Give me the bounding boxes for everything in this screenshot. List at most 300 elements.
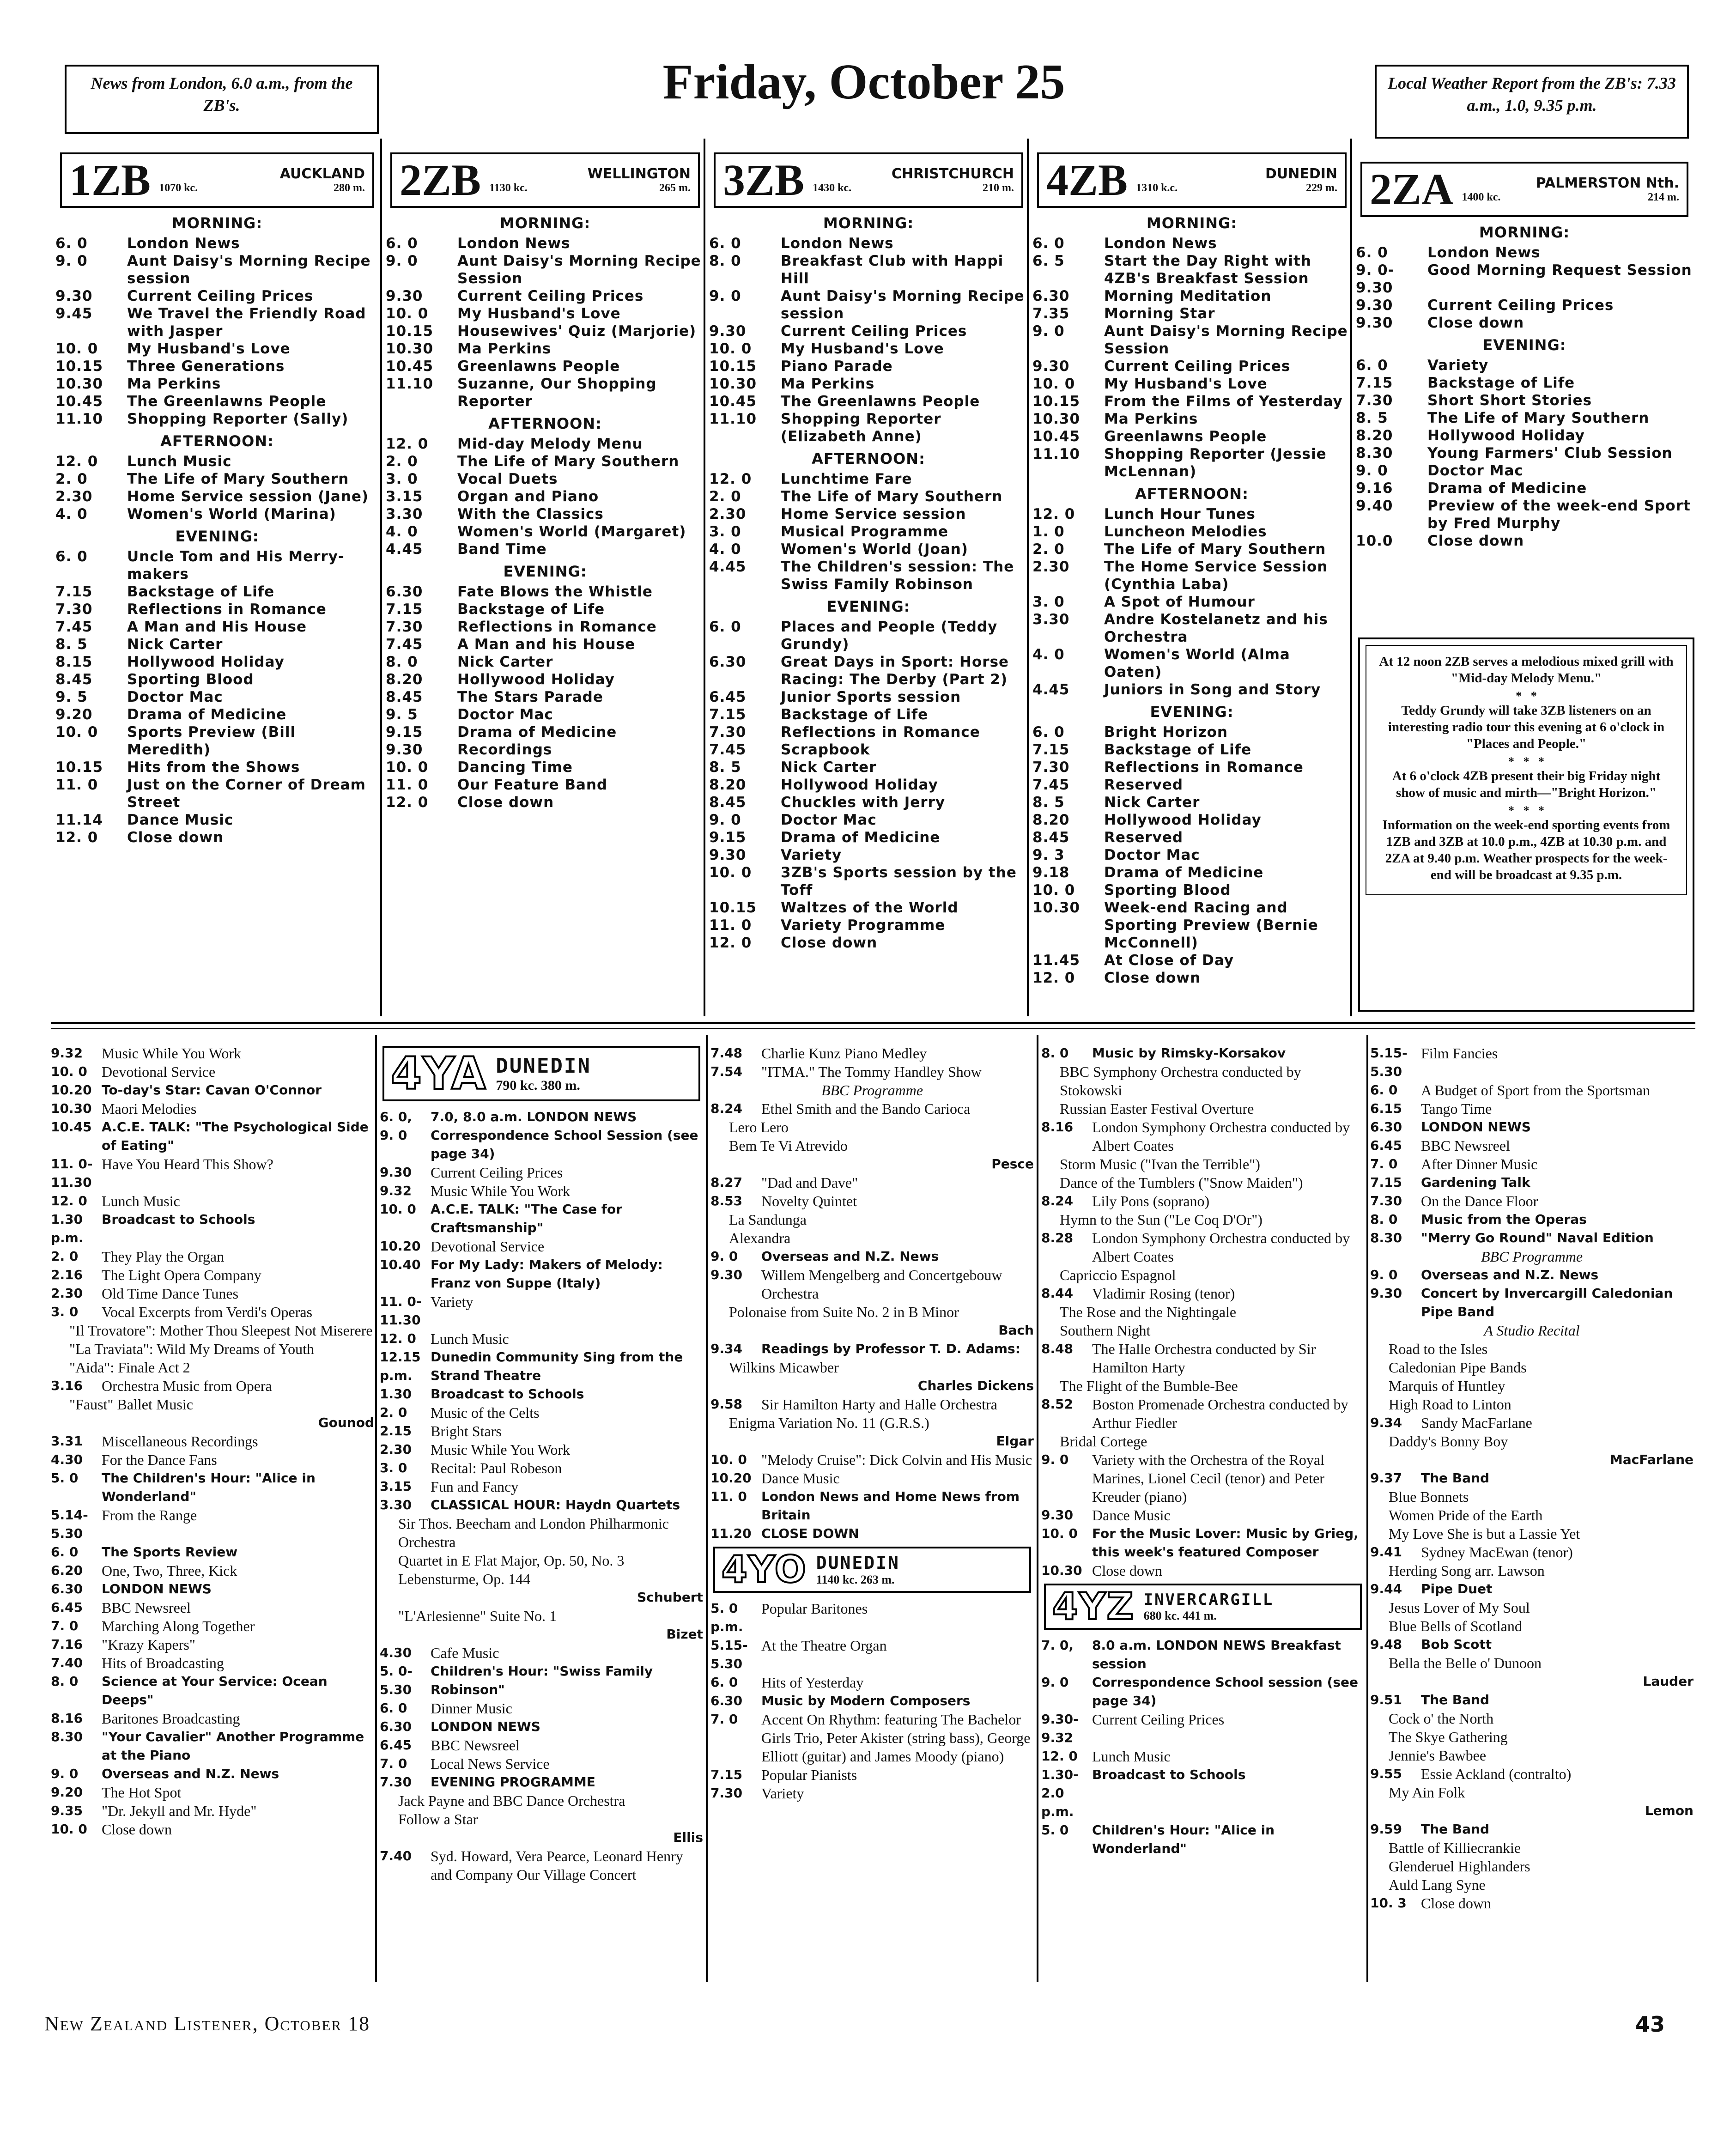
programme-time: 7.15 bbox=[386, 601, 423, 618]
programme-row bbox=[1041, 1395, 1365, 1432]
programme-title: The Life of Mary Southern bbox=[127, 471, 349, 487]
programme-row bbox=[1041, 1284, 1365, 1303]
station-box-4ya bbox=[382, 1046, 700, 1101]
programme-time: 6. 0 bbox=[1032, 724, 1065, 741]
programme-time: 8. 5 bbox=[1356, 410, 1388, 426]
programme-title: The Sports Review bbox=[102, 1544, 238, 1560]
programme-time: 3.16 bbox=[51, 1378, 83, 1393]
section-heading: MORNING: bbox=[499, 214, 591, 232]
programme-time: 1. 0 bbox=[1032, 523, 1065, 540]
programme-time: 10.45 bbox=[51, 1119, 92, 1135]
programme-row bbox=[55, 548, 379, 583]
programme-time: 10.15 bbox=[1032, 393, 1080, 410]
programme-detail: The Flight of the Bumble-Bee bbox=[1060, 1378, 1238, 1394]
programme-row bbox=[710, 1673, 1034, 1692]
programme-time: 7.15 bbox=[1032, 741, 1070, 758]
programme-row bbox=[709, 723, 1028, 741]
programme-row bbox=[1032, 505, 1351, 523]
programme-detail: Polonaise from Suite No. 2 in B Minor bbox=[729, 1304, 959, 1320]
programme-row bbox=[380, 1440, 703, 1459]
programme-row bbox=[380, 1403, 703, 1422]
programme-row bbox=[51, 1432, 374, 1451]
programme-title: The Band bbox=[1421, 1692, 1489, 1707]
programme-title: Overseas and N.Z. News bbox=[761, 1249, 939, 1264]
programme-row bbox=[710, 1173, 1034, 1192]
programme-time: 4.45 bbox=[386, 541, 423, 558]
programme-row bbox=[1032, 881, 1351, 899]
station-call-sign: 4ZB bbox=[1046, 155, 1128, 205]
programme-time: 10. 0 bbox=[386, 759, 429, 776]
programme-time: 12.15 p.m. bbox=[380, 1349, 421, 1383]
programme-title: The Band bbox=[1421, 1470, 1489, 1486]
programme-time: 9. 0 bbox=[55, 253, 88, 269]
programme-title: Aunt Daisy's Morning Recipe Session bbox=[457, 253, 701, 287]
programme-detail: Bridal Cortege bbox=[1060, 1433, 1147, 1450]
station-call-sign: 1ZB bbox=[69, 155, 151, 205]
programme-row bbox=[386, 706, 704, 723]
programme-row bbox=[1032, 593, 1351, 611]
programme-row bbox=[1370, 1099, 1694, 1118]
programme-title: My Husband's Love bbox=[127, 340, 291, 357]
programme-title: Short Short Stories bbox=[1427, 392, 1592, 409]
composer-credit: Pesce bbox=[991, 1156, 1034, 1172]
programme-time: 9.30 bbox=[1032, 358, 1070, 375]
programme-time: 6.30 bbox=[710, 1693, 743, 1708]
programme-time: 9.30 bbox=[386, 288, 423, 304]
programme-time: 7. 0 bbox=[51, 1618, 79, 1633]
programme-time: 5. 0 bbox=[51, 1470, 79, 1486]
station-box bbox=[60, 152, 374, 208]
programme-detail: Hymn to the Sun ("Le Coq D'Or") bbox=[1060, 1211, 1263, 1228]
programme-row bbox=[710, 1266, 1034, 1303]
programme-detail: Cock o' the North bbox=[1389, 1710, 1494, 1727]
programme-title: Popular Pianists bbox=[761, 1767, 857, 1783]
programme-title: CLOSE DOWN bbox=[761, 1526, 859, 1541]
programme-note: BBC Programme bbox=[1481, 1248, 1583, 1265]
programme-row bbox=[51, 1598, 374, 1617]
programme-row bbox=[380, 1126, 703, 1163]
programme-title: Correspondence School Session (see page 34) bbox=[431, 1128, 698, 1161]
programme-time: 2. 0 bbox=[55, 471, 88, 487]
programme-row bbox=[1356, 480, 1693, 497]
programme-title: Variety Programme bbox=[781, 917, 946, 934]
programme-title: Housewives' Quiz (Marjorie) bbox=[457, 323, 697, 340]
programme-time: 10.30 bbox=[1032, 411, 1080, 427]
programme-title: CLASSICAL HOUR: Haydn Quartets bbox=[431, 1497, 680, 1512]
programme-title: Music by Rimsky-Korsakov bbox=[1092, 1045, 1286, 1061]
programme-title: LONDON NEWS bbox=[431, 1719, 540, 1734]
programme-title: BBC Newsreel bbox=[1421, 1137, 1510, 1154]
programme-title: 7.0, 8.0 a.m. LONDON NEWS bbox=[431, 1109, 637, 1124]
highlight-item: Teddy Grundy will take 3ZB listeners on an interesting radio tour this evening at 6 o'clock in "Places and People." bbox=[1388, 703, 1665, 751]
programme-title: Ma Perkins bbox=[1104, 411, 1198, 427]
programme-title: Aunt Daisy's Morning Recipe Session bbox=[1104, 323, 1348, 357]
programme-row bbox=[1370, 1229, 1694, 1247]
programme-row bbox=[1370, 1136, 1694, 1155]
programme-time: 9.30 bbox=[709, 847, 747, 863]
section-heading: MORNING: bbox=[171, 214, 263, 232]
programme-row bbox=[386, 688, 704, 706]
station-column-3zb bbox=[709, 152, 1028, 952]
programme-title: 8.0 a.m. LONDON NEWS Breakfast session bbox=[1092, 1638, 1341, 1671]
programme-row bbox=[55, 601, 379, 618]
programme-row bbox=[55, 776, 379, 811]
programme-row bbox=[1370, 1469, 1694, 1487]
programme-row bbox=[709, 706, 1028, 723]
station-city: CHRISTCHURCH bbox=[891, 166, 1014, 182]
station-frequency: 1070 kc. bbox=[159, 182, 198, 194]
programme-row bbox=[55, 470, 379, 488]
programme-row bbox=[51, 1044, 374, 1062]
programme-row bbox=[709, 934, 1028, 952]
programme-time: 2.30 bbox=[380, 1442, 412, 1457]
programme-time: 10. 0 bbox=[709, 340, 752, 357]
programme-row bbox=[386, 322, 704, 340]
programme-time: 7.15 bbox=[1370, 1175, 1402, 1190]
programme-time: 4. 0 bbox=[55, 506, 88, 522]
programme-row bbox=[386, 305, 704, 322]
programme-title: Dunedin Community Sing from the Strand Theatre bbox=[431, 1349, 683, 1383]
programme-time: 11.10 bbox=[709, 411, 757, 427]
programme-title: Miscellaneous Recordings bbox=[102, 1433, 258, 1450]
programme-title: Morning Star bbox=[1104, 305, 1215, 322]
column-rule bbox=[375, 1035, 377, 1982]
programme-row bbox=[1041, 1821, 1365, 1858]
station-city: DUNEDIN bbox=[496, 1054, 591, 1078]
programme-detail: The Skye Gathering bbox=[1389, 1729, 1508, 1745]
station-column-2za bbox=[1356, 162, 1693, 550]
programme-time: 9.37 bbox=[1370, 1470, 1402, 1486]
column-rule bbox=[1027, 139, 1029, 1016]
programme-row bbox=[1032, 899, 1351, 952]
programme-title: Women's World (Margaret) bbox=[457, 523, 686, 540]
programme-title: Current Ceiling Prices bbox=[457, 288, 644, 304]
programme-detail: Blue Bells of Scotland bbox=[1389, 1618, 1522, 1634]
programme-time: 8.20 bbox=[386, 671, 423, 688]
programme-time: 3. 0 bbox=[380, 1460, 407, 1475]
bottom-column-5 bbox=[1370, 1044, 1694, 1912]
bottom-column-4 bbox=[1041, 1044, 1365, 1858]
programme-row bbox=[1356, 392, 1693, 409]
programme-time: 11.10 bbox=[386, 376, 434, 392]
programme-row bbox=[51, 1783, 374, 1802]
programme-time: 7.40 bbox=[380, 1848, 412, 1864]
programme-time: 6.45 bbox=[380, 1737, 412, 1753]
programme-title: Current Ceiling Prices bbox=[781, 323, 967, 340]
programme-time: 9. 0 bbox=[1041, 1675, 1069, 1690]
programme-row bbox=[709, 358, 1028, 375]
programme-row bbox=[51, 1099, 374, 1118]
programme-time: 6.30 bbox=[386, 583, 423, 600]
programme-time: 10.0 bbox=[1356, 533, 1393, 549]
programme-note: BBC Programme bbox=[821, 1082, 923, 1099]
programme-title: Women's World (Joan) bbox=[781, 541, 968, 558]
programme-time: 7.45 bbox=[1032, 777, 1070, 793]
programme-title: Old Time Dance Tunes bbox=[102, 1285, 239, 1302]
programme-row bbox=[55, 453, 379, 470]
programme-row bbox=[51, 1820, 374, 1839]
programme-row bbox=[709, 393, 1028, 410]
programme-time: 9.41 bbox=[1370, 1544, 1402, 1560]
programme-time: 7.30 bbox=[1370, 1193, 1402, 1208]
programme-time: 10. 0 bbox=[1032, 882, 1075, 898]
programme-title: Broadcast to Schools bbox=[1092, 1767, 1246, 1782]
programme-time: 9.58 bbox=[710, 1396, 743, 1412]
station-column-4zb bbox=[1032, 152, 1351, 987]
programme-title: My Husband's Love bbox=[781, 340, 944, 357]
programme-title: Uncle Tom and His Merry-makers bbox=[127, 548, 345, 583]
programme-title: Accent On Rhythm: featuring The Bachelor Girls Trio, Peter Akister (string bass), George Elliott (guitar) and James Moody (piano) bbox=[761, 1711, 1031, 1765]
station-frequency: 1310 k.c. bbox=[1136, 182, 1178, 194]
programme-title: Broadcast to Schools bbox=[431, 1386, 584, 1402]
programme-detail: Dance of the Tumblers ("Snow Maiden") bbox=[1060, 1174, 1303, 1191]
programme-detail: Enigma Variation No. 11 (G.R.S.) bbox=[729, 1415, 929, 1431]
programme-row bbox=[1041, 1118, 1365, 1155]
programme-time: 6. 0 bbox=[1370, 1082, 1398, 1098]
station-column-2zb bbox=[386, 152, 704, 811]
programme-title: Tango Time bbox=[1421, 1100, 1492, 1117]
programme-row bbox=[51, 1284, 374, 1303]
programme-row bbox=[709, 252, 1028, 287]
programme-time: 7.30 bbox=[386, 619, 423, 635]
programme-row bbox=[55, 340, 379, 358]
programme-title: From the Range bbox=[102, 1507, 197, 1524]
programme-row bbox=[1370, 1894, 1694, 1912]
programme-row bbox=[380, 1773, 703, 1791]
programme-title: Vocal Excerpts from Verdi's Operas bbox=[102, 1304, 313, 1320]
programme-row bbox=[380, 1330, 703, 1348]
programme-detail: Women Pride of the Earth bbox=[1389, 1507, 1543, 1524]
programme-detail: Russian Easter Festival Overture bbox=[1060, 1100, 1254, 1117]
programme-time: 8.27 bbox=[710, 1175, 743, 1190]
programme-time: 3.15 bbox=[386, 488, 423, 505]
programme-time: 10. 0 bbox=[709, 864, 752, 881]
programme-title: Local News Service bbox=[431, 1755, 550, 1772]
programme-row bbox=[710, 1710, 1034, 1766]
programme-time: 4. 0 bbox=[709, 541, 741, 558]
programme-time: 7.16 bbox=[51, 1637, 83, 1652]
programme-title: Young Farmers' Club Session bbox=[1427, 445, 1673, 461]
programme-row bbox=[55, 583, 379, 601]
programme-time: 6.45 bbox=[709, 689, 747, 705]
programme-title: Doctor Mac bbox=[127, 689, 223, 705]
programme-row bbox=[386, 794, 704, 811]
programme-title: Hits of Yesterday bbox=[761, 1674, 864, 1691]
bottom-column-3 bbox=[710, 1044, 1034, 1803]
programme-title: A Man and his House bbox=[457, 636, 636, 653]
programme-time: 9.34 bbox=[1370, 1415, 1402, 1430]
programme-title: On the Dance Floor bbox=[1421, 1193, 1538, 1209]
station-frequency: 1430 kc. bbox=[813, 182, 852, 194]
programme-title: Lunch Music bbox=[1092, 1748, 1171, 1765]
programme-row bbox=[380, 1477, 703, 1496]
programme-row bbox=[386, 375, 704, 410]
programme-title: Fun and Fancy bbox=[431, 1478, 519, 1495]
programme-detail: Follow a Star bbox=[398, 1811, 478, 1827]
programme-title: Good Morning Request Session bbox=[1427, 262, 1692, 279]
programme-time: 2.15 bbox=[380, 1423, 412, 1439]
programme-row bbox=[709, 688, 1028, 706]
programme-title: My Husband's Love bbox=[457, 305, 621, 322]
programme-time: 7. 0, bbox=[1041, 1638, 1074, 1653]
programme-time: 10.15 bbox=[386, 323, 434, 340]
programme-title: Doctor Mac bbox=[781, 812, 877, 828]
programme-title: The Life of Mary Southern bbox=[1104, 541, 1326, 558]
programme-title: Andre Kostelanetz and his Orchestra bbox=[1104, 611, 1328, 645]
programme-time: 9. 0 bbox=[1370, 1267, 1398, 1282]
programme-title: The Greenlawns People bbox=[781, 393, 980, 410]
programme-time: 9.30 bbox=[709, 323, 747, 340]
programme-time: 10.30 bbox=[1032, 899, 1080, 916]
programme-time: 7.45 bbox=[709, 741, 747, 758]
programme-title: At Close of Day bbox=[1104, 952, 1234, 969]
programme-detail: Storm Music ("Ivan the Terrible") bbox=[1060, 1156, 1260, 1172]
programme-row bbox=[386, 540, 704, 558]
programme-title: Have You Heard This Show? bbox=[102, 1156, 273, 1172]
programme-row bbox=[380, 1256, 703, 1293]
programme-time: 9.15 bbox=[386, 724, 423, 741]
programme-row bbox=[1041, 1340, 1365, 1377]
programme-row bbox=[55, 706, 379, 723]
programme-title: Shopping Reporter (Jessie McLennan) bbox=[1104, 446, 1327, 480]
programme-row bbox=[386, 601, 704, 618]
column-rule bbox=[704, 139, 705, 1016]
programme-detail: Auld Lang Syne bbox=[1389, 1876, 1486, 1893]
programme-time: 12. 0 bbox=[1041, 1748, 1078, 1764]
programme-title: The Children's Hour: "Alice in Wonderland" bbox=[102, 1470, 316, 1504]
programme-time: 9.59 bbox=[1370, 1821, 1402, 1837]
programme-time: 7.45 bbox=[386, 636, 423, 653]
programme-time: 10.45 bbox=[386, 358, 434, 375]
programme-title: London News bbox=[781, 235, 894, 252]
programme-title: We Travel the Friendly Road with Jasper bbox=[127, 305, 366, 340]
programme-row bbox=[710, 1451, 1034, 1469]
programme-time: 12. 0 bbox=[709, 471, 752, 487]
programme-row bbox=[51, 1081, 374, 1099]
programme-row bbox=[709, 741, 1028, 759]
programme-time: 8. 5 bbox=[1032, 794, 1065, 811]
programme-row bbox=[380, 1200, 703, 1237]
programme-time: 3. 0 bbox=[386, 471, 418, 487]
programme-row bbox=[1370, 1580, 1694, 1598]
programme-title: Close down bbox=[781, 935, 878, 951]
programme-row bbox=[1370, 1266, 1694, 1284]
programme-row bbox=[710, 1692, 1034, 1710]
programme-time: 3.31 bbox=[51, 1433, 83, 1449]
section-heading: EVENING: bbox=[1482, 336, 1566, 354]
programme-row bbox=[710, 1099, 1034, 1118]
programme-row bbox=[1032, 410, 1351, 428]
programme-title: Our Feature Band bbox=[457, 777, 608, 793]
station-city: WELLINGTON bbox=[587, 166, 691, 182]
station-call-sign: 3ZB bbox=[723, 155, 805, 205]
programme-row bbox=[51, 1451, 374, 1469]
programme-row bbox=[709, 558, 1028, 593]
programme-title: Close down bbox=[1427, 533, 1524, 549]
programme-title: For the Music Lover: Music by Grieg, this week's featured Composer bbox=[1092, 1526, 1359, 1560]
programme-title: Fate Blows the Whistle bbox=[457, 583, 653, 600]
programme-title: Dance Music bbox=[1092, 1507, 1171, 1524]
programme-detail: The Rose and the Nightingale bbox=[1060, 1304, 1237, 1320]
station-wavelength: 280 m. bbox=[334, 182, 365, 194]
programme-title: Aunt Daisy's Morning Recipe session bbox=[781, 288, 1025, 322]
programme-title: Doctor Mac bbox=[1427, 462, 1524, 479]
programme-title: Bright Horizon bbox=[1104, 724, 1228, 741]
station-box-4yo bbox=[713, 1547, 1031, 1593]
programme-row bbox=[386, 671, 704, 688]
programme-time: 9.35 bbox=[51, 1803, 83, 1818]
programme-row bbox=[709, 653, 1028, 688]
programme-time: 8.16 bbox=[51, 1711, 83, 1726]
programme-time: 8.16 bbox=[1041, 1119, 1074, 1135]
programme-time: 8. 0 bbox=[1370, 1212, 1398, 1227]
station-call-sign: 4YZ bbox=[1052, 1585, 1135, 1628]
programme-time: 10.45 bbox=[1032, 428, 1080, 445]
programme-title: Novelty Quintet bbox=[761, 1193, 857, 1209]
programme-title: Sydney MacEwan (tenor) bbox=[1421, 1544, 1573, 1560]
programme-title: Gardening Talk bbox=[1421, 1175, 1530, 1190]
programme-time: 9.20 bbox=[55, 706, 93, 723]
programme-title: Ma Perkins bbox=[127, 376, 221, 392]
programme-row bbox=[380, 1662, 703, 1699]
programme-title: Boston Promenade Orchestra conducted by Arthur Fiedler bbox=[1092, 1396, 1348, 1431]
programme-title: "Krazy Kapers" bbox=[102, 1636, 195, 1653]
programme-time: 9. 0 bbox=[1356, 462, 1388, 479]
programme-row bbox=[55, 723, 379, 759]
programme-row bbox=[709, 811, 1028, 829]
programme-title: Piano Parade bbox=[781, 358, 893, 375]
programme-detail: Wilkins Micawber bbox=[729, 1359, 839, 1376]
programme-time: 11. 0 bbox=[709, 917, 752, 934]
programme-time: 6. 0 bbox=[51, 1544, 79, 1560]
programme-row bbox=[709, 488, 1028, 505]
programme-title: Scrapbook bbox=[781, 741, 870, 758]
programme-row bbox=[709, 618, 1028, 653]
programme-title: Dinner Music bbox=[431, 1700, 512, 1717]
programme-title: Vocal Duets bbox=[457, 471, 558, 487]
programme-detail: Daddy's Bonny Boy bbox=[1389, 1433, 1508, 1450]
programme-time: 10.30 bbox=[709, 376, 757, 392]
programme-title: Ma Perkins bbox=[781, 376, 875, 392]
programme-row bbox=[51, 1561, 374, 1580]
programme-row bbox=[55, 505, 379, 523]
programme-title: Close down bbox=[127, 829, 224, 846]
programme-time: 5.15-5.30 bbox=[1370, 1045, 1408, 1079]
programme-time: 8. 5 bbox=[709, 759, 741, 776]
programme-row bbox=[51, 1210, 374, 1247]
programme-row bbox=[1032, 558, 1351, 593]
section-heading: MORNING: bbox=[1479, 224, 1570, 241]
programme-row bbox=[1032, 741, 1351, 759]
programme-time: 6.15 bbox=[1370, 1101, 1402, 1116]
programme-row bbox=[710, 1766, 1034, 1784]
programme-time: 10. 0 bbox=[1032, 376, 1075, 392]
programme-time: 3.30 bbox=[1032, 611, 1070, 628]
programme-time: 8. 5 bbox=[55, 636, 88, 653]
programme-title: The Light Opera Company bbox=[102, 1267, 261, 1283]
programme-row bbox=[1032, 794, 1351, 811]
programme-row bbox=[1041, 1710, 1365, 1747]
programme-time: 2. 0 bbox=[380, 1405, 407, 1420]
programme-time: 10. 0 bbox=[1041, 1526, 1078, 1541]
composer-credit: Lauder bbox=[1643, 1674, 1694, 1689]
programme-title: Backstage of Life bbox=[1427, 375, 1575, 391]
programme-row bbox=[1041, 1561, 1365, 1580]
station-box bbox=[714, 152, 1023, 208]
programme-time: 7.15 bbox=[55, 583, 93, 600]
programme-title: Reflections in Romance bbox=[127, 601, 327, 618]
programme-time: 4. 0 bbox=[1032, 646, 1065, 663]
